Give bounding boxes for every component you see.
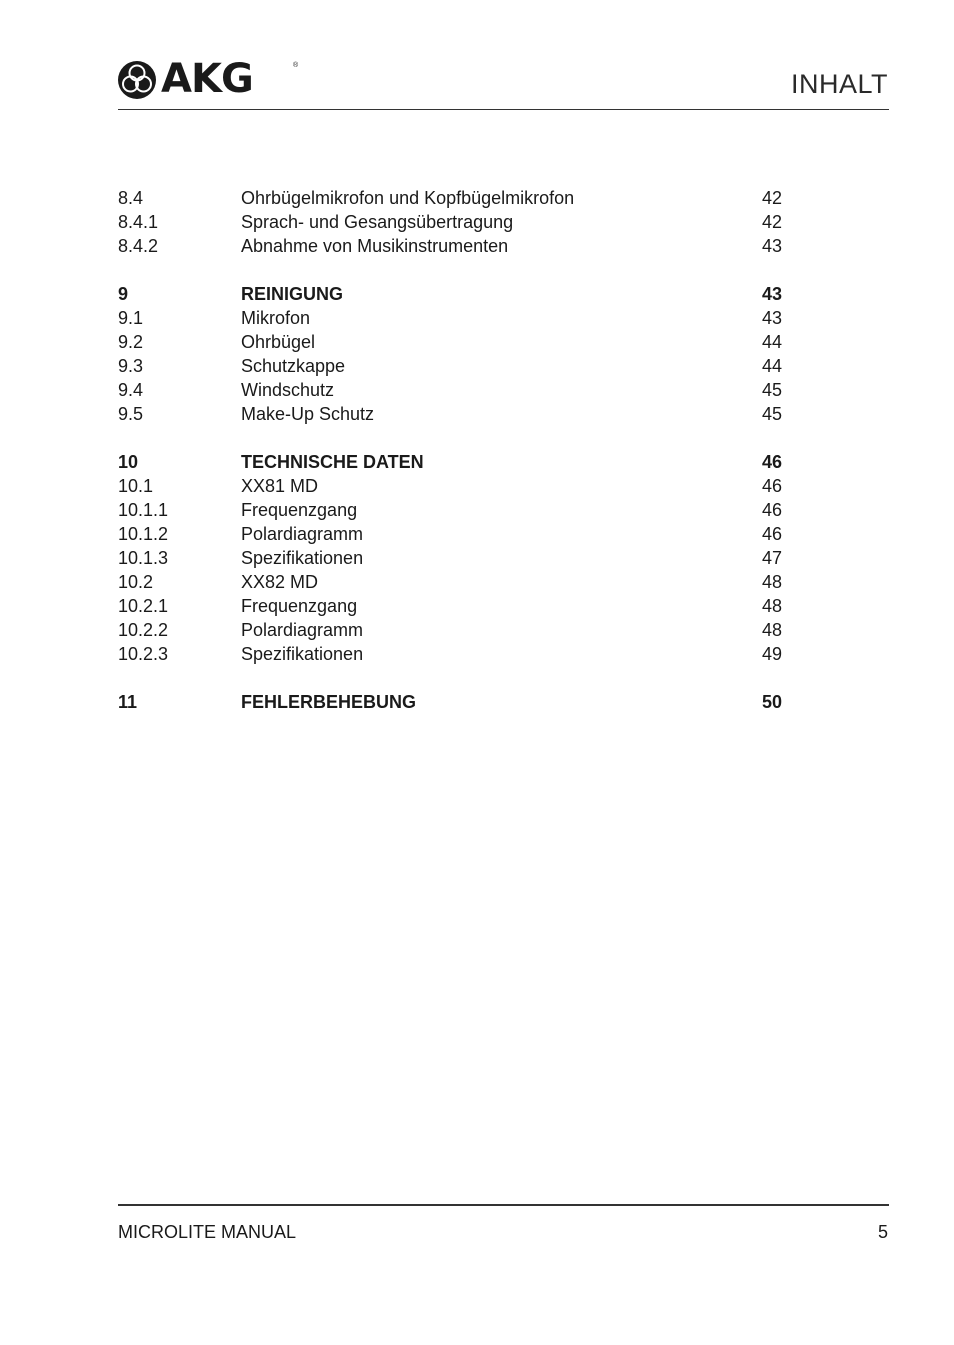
toc-entry-number: 9.3 — [118, 356, 144, 376]
toc-entry-title: Polardiagramm — [241, 524, 364, 544]
toc-entry-title: Abnahme von Musikinstrumenten — [241, 236, 509, 256]
toc-entry — [118, 690, 782, 714]
toc-entry-page: 45 — [761, 380, 782, 400]
toc-entry — [118, 570, 782, 594]
toc-entry-title: XX81 MD — [241, 476, 319, 496]
header-divider — [118, 109, 889, 110]
toc-entry-number: 10 — [118, 452, 139, 472]
toc-entry-number: 10.1 — [118, 476, 154, 496]
toc-entry-page: 48 — [761, 596, 782, 616]
toc-entry-page: 42 — [761, 188, 782, 208]
toc-entry-title: Schutzkappe — [241, 356, 346, 376]
toc-entry — [118, 594, 782, 618]
footer-divider — [118, 1204, 889, 1206]
page-title: INHALT — [790, 69, 888, 99]
toc-entry — [118, 474, 782, 498]
toc-entry — [118, 546, 782, 570]
toc-entry-title: Mikrofon — [241, 308, 311, 328]
toc-entry-number: 10.1.3 — [118, 548, 169, 568]
toc-entry — [118, 354, 782, 378]
toc-entry-number: 9.2 — [118, 332, 144, 352]
toc-entry-page: 46 — [761, 476, 782, 496]
registered-mark: ® — [293, 62, 299, 69]
toc-entry-title: Polardiagramm — [241, 620, 364, 640]
toc-entry-number: 10.1.1 — [118, 500, 169, 520]
toc-entry-title: Frequenzgang — [241, 596, 358, 616]
toc-entry — [118, 306, 782, 330]
toc-entry-number: 10.2.2 — [118, 620, 169, 640]
toc-entry — [118, 642, 782, 666]
toc-entry-number: 9.1 — [118, 308, 144, 328]
toc-entry-number: 11 — [118, 692, 138, 712]
toc-entry-title: FEHLERBEHEBUNG — [241, 692, 417, 712]
toc-entry-number: 9.4 — [118, 380, 144, 400]
toc-entry-page: 46 — [761, 500, 782, 520]
toc-entry — [118, 282, 782, 306]
toc-entry — [118, 498, 782, 522]
toc-entry-number: 10.2.1 — [118, 596, 169, 616]
toc-entry-number: 10.2.3 — [118, 644, 169, 664]
toc-entry-page: 44 — [761, 356, 782, 376]
toc-entry — [118, 210, 782, 234]
toc-entry-title: Sprach- und Gesangsübertragung — [241, 212, 514, 232]
toc-entry-number: 9.5 — [118, 404, 144, 424]
toc-entry-title: Ohrbügel — [241, 332, 316, 352]
toc-entry — [118, 618, 782, 642]
toc-entry — [118, 186, 782, 210]
toc-entry-page: 48 — [761, 572, 782, 592]
toc-entry-page: 43 — [761, 236, 782, 256]
toc-entry-number: 10.1.2 — [118, 524, 169, 544]
toc-entry-page: 43 — [761, 308, 782, 328]
toc-entry-page: 45 — [761, 404, 782, 424]
footer-page-number: 5 — [877, 1222, 888, 1242]
akg-emblem-icon — [117, 60, 157, 100]
table-of-contents — [118, 186, 782, 714]
toc-entry — [118, 330, 782, 354]
toc-entry — [118, 450, 782, 474]
toc-entry-title: TECHNISCHE DATEN — [241, 452, 424, 472]
toc-entry-page: 47 — [761, 548, 782, 568]
toc-entry-title: XX82 MD — [241, 572, 319, 592]
toc-entry-number: 9 — [118, 284, 129, 304]
toc-entry-number: 8.4.2 — [118, 236, 159, 256]
toc-entry-title: Make-Up Schutz — [241, 404, 375, 424]
toc-entry-title: Frequenzgang — [241, 500, 358, 520]
toc-entry-page: 44 — [761, 332, 782, 352]
toc-entry-number: 10.2 — [118, 572, 154, 592]
toc-entry-page: 50 — [761, 692, 782, 712]
toc-entry-title: Windschutz — [241, 380, 335, 400]
toc-entry — [118, 378, 782, 402]
toc-entry-page: 49 — [761, 644, 782, 664]
toc-entry-title: Spezifikationen — [241, 548, 364, 568]
toc-entry — [118, 234, 782, 258]
footer-manual-title: MICROLITE MANUAL — [118, 1222, 297, 1242]
toc-entry-title: Ohrbügelmikrofon und Kopfbügelmikrofon — [241, 188, 575, 208]
toc-entry-page: 48 — [761, 620, 782, 640]
toc-entry-page: 46 — [761, 524, 782, 544]
toc-entry-title: REINIGUNG — [241, 284, 344, 304]
brand-name: AKG — [161, 56, 253, 102]
akg-logo — [117, 56, 307, 102]
toc-entry-page: 42 — [761, 212, 782, 232]
toc-entry-number: 8.4 — [118, 188, 144, 208]
toc-entry-number: 8.4.1 — [118, 212, 159, 232]
toc-entry — [118, 522, 782, 546]
toc-entry — [118, 402, 782, 426]
toc-entry-title: Spezifikationen — [241, 644, 364, 664]
toc-entry-page: 43 — [761, 284, 782, 304]
toc-entry-page: 46 — [761, 452, 782, 472]
